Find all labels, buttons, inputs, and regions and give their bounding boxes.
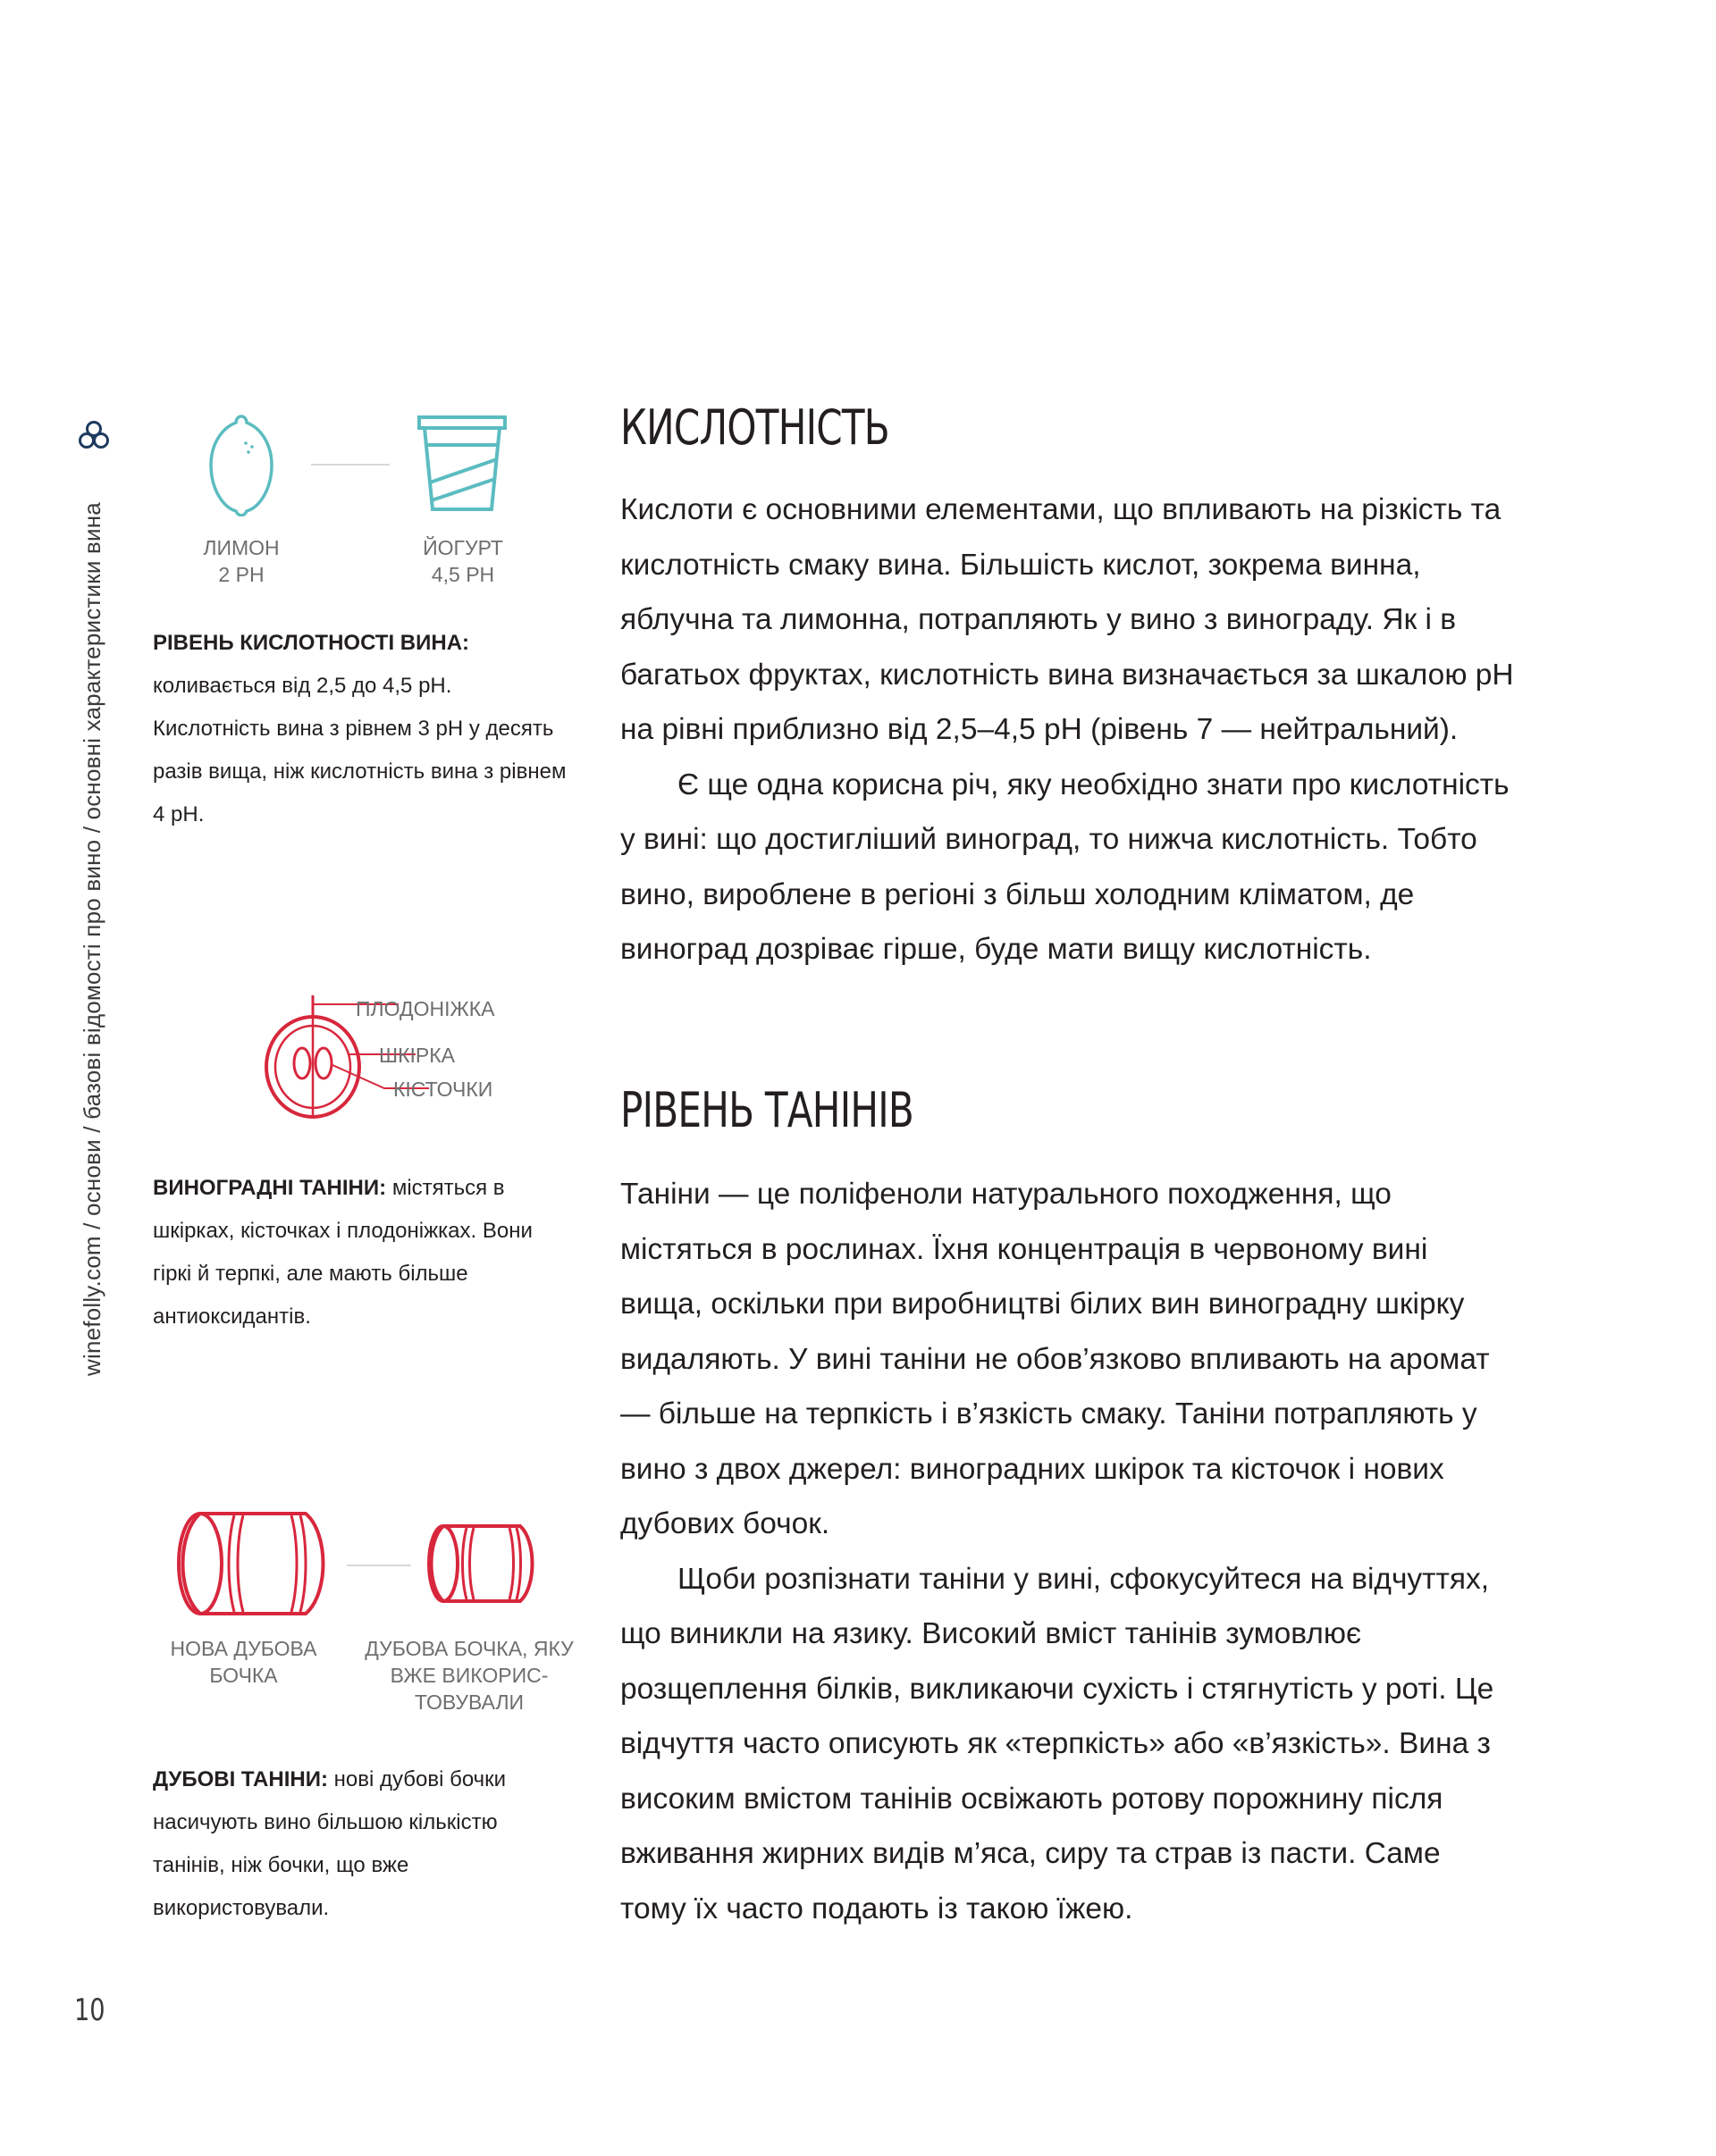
acidity-body	[620, 482, 1514, 977]
grape-caption	[153, 1167, 573, 1338]
skin-label: ШКІРКА	[379, 1044, 455, 1067]
sidebar-breadcrumb	[74, 420, 128, 1376]
large-barrel-icon	[170, 1506, 336, 1621]
caption-title: ВИНОГРАДНІ ТАНІНИ:	[153, 1176, 387, 1200]
caption-text: коливається від 2,5 до 4,5 pH. Кислотність вина з рівнем 3 pH у десять разів вища, ніж кислотність вина з рівнем 4 pH.	[153, 674, 567, 826]
connector-line	[311, 463, 390, 466]
tannin-heading: РІВЕНЬ ТАНІНІВ	[620, 1082, 914, 1138]
acidity-caption	[153, 622, 573, 836]
acidity-paragraph-2: Є ще одна корисна річ, яку необхідно знати про кислотність у вині: що достигліший виноград, то нижча кислотність. Тобто вино, вироблене в регіоні з більш холодним кліматом, де виноград дозріває гірше, буде мати вищу кислотність.	[620, 768, 1510, 966]
lemon-icon	[206, 413, 277, 516]
used-barrel-label: ДУБОВА БОЧКА, ЯКУ ВЖЕ ВИКОРИС-ТОВУВАЛИ	[365, 1637, 574, 1714]
seeds-label: КІСТОЧКИ	[393, 1078, 493, 1101]
acidity-illustration	[206, 413, 527, 520]
small-barrel-icon	[422, 1521, 542, 1607]
lemon-label: ЛИМОН 2 PH	[203, 536, 280, 586]
caption-text: нові дубові бочки насичують вино більшою кількістю танінів, ніж бочки, що вже використовували.	[153, 1767, 507, 1920]
tannin-paragraph-2: Щоби розпізнати таніни у вині, сфокусуйтеся на відчуттях, що виникли на язику. Високий вміст танінів зумовлює розщеплення білків, викликаючи сухість і стягнутість у роті. Це відчуття часто описують як «терпкість» або «в’язкість». Вина з високим вмістом танінів освіжають ротову порожнину після вживання жирних видів м’яса, сиру та страв із пасти. Саме тому їх часто подають із такою їжею.	[620, 1562, 1494, 1925]
barrel-caption	[153, 1758, 573, 1930]
connector-line	[347, 1564, 411, 1567]
tannin-paragraph-1: Таніни — це поліфеноли натурального походження, що містяться в рослинах. Їхня концентрація в червоному вині вища, оскільки при виробництві білих вин виноградну шкірку видаляють. У вині таніни не обов’язково впливають на аромат — більше на терпкість і в’язкість смаку. Таніни потрапляють у вино з двох джерел: виноградних шкірок та кісточок і нових дубових бочок.	[620, 1178, 1490, 1540]
page-number: 10	[74, 1992, 105, 2028]
yogurt-label: ЙОГУРТ 4,5 PH	[423, 536, 503, 586]
tannin-body	[620, 1167, 1514, 1936]
caption-title: РІВЕНЬ КИСЛОТНОСТІ ВИНА:	[153, 631, 470, 655]
yogurt-cup-icon	[416, 415, 508, 513]
acidity-heading: КИСЛОТНІСТЬ	[620, 399, 889, 456]
barrel-illustration	[170, 1506, 545, 1623]
new-barrel-label: НОВА ДУБОВА БОЧКА	[170, 1637, 317, 1687]
stem-label: ПЛОДОНІЖКА	[356, 997, 495, 1020]
breadcrumb: winefolly.com / основи / базові відомості про вино / основні характеристики вина	[79, 502, 105, 1376]
trefoil-grape-icon	[78, 420, 110, 450]
caption-title: ДУБОВІ ТАНІНИ:	[153, 1767, 328, 1791]
acidity-paragraph-1: Кислоти є основними елементами, що впливають на різкість та кислотність смаку вина. Більшість кислот, зокрема винна, яблучна та лимонна, потрапляють у вино з винограду. Як і в багатьох фруктах, кислотність вина визначається за шкалою pH на рівні приблизно від 2,5–4,5 pH (рівень 7 — нейтральний).	[620, 493, 1514, 746]
caption-text: містяться в шкірках, кісточках і плодоніжках. Вони гіркі й терпкі, але мають більше антиоксидантів.	[153, 1176, 533, 1329]
